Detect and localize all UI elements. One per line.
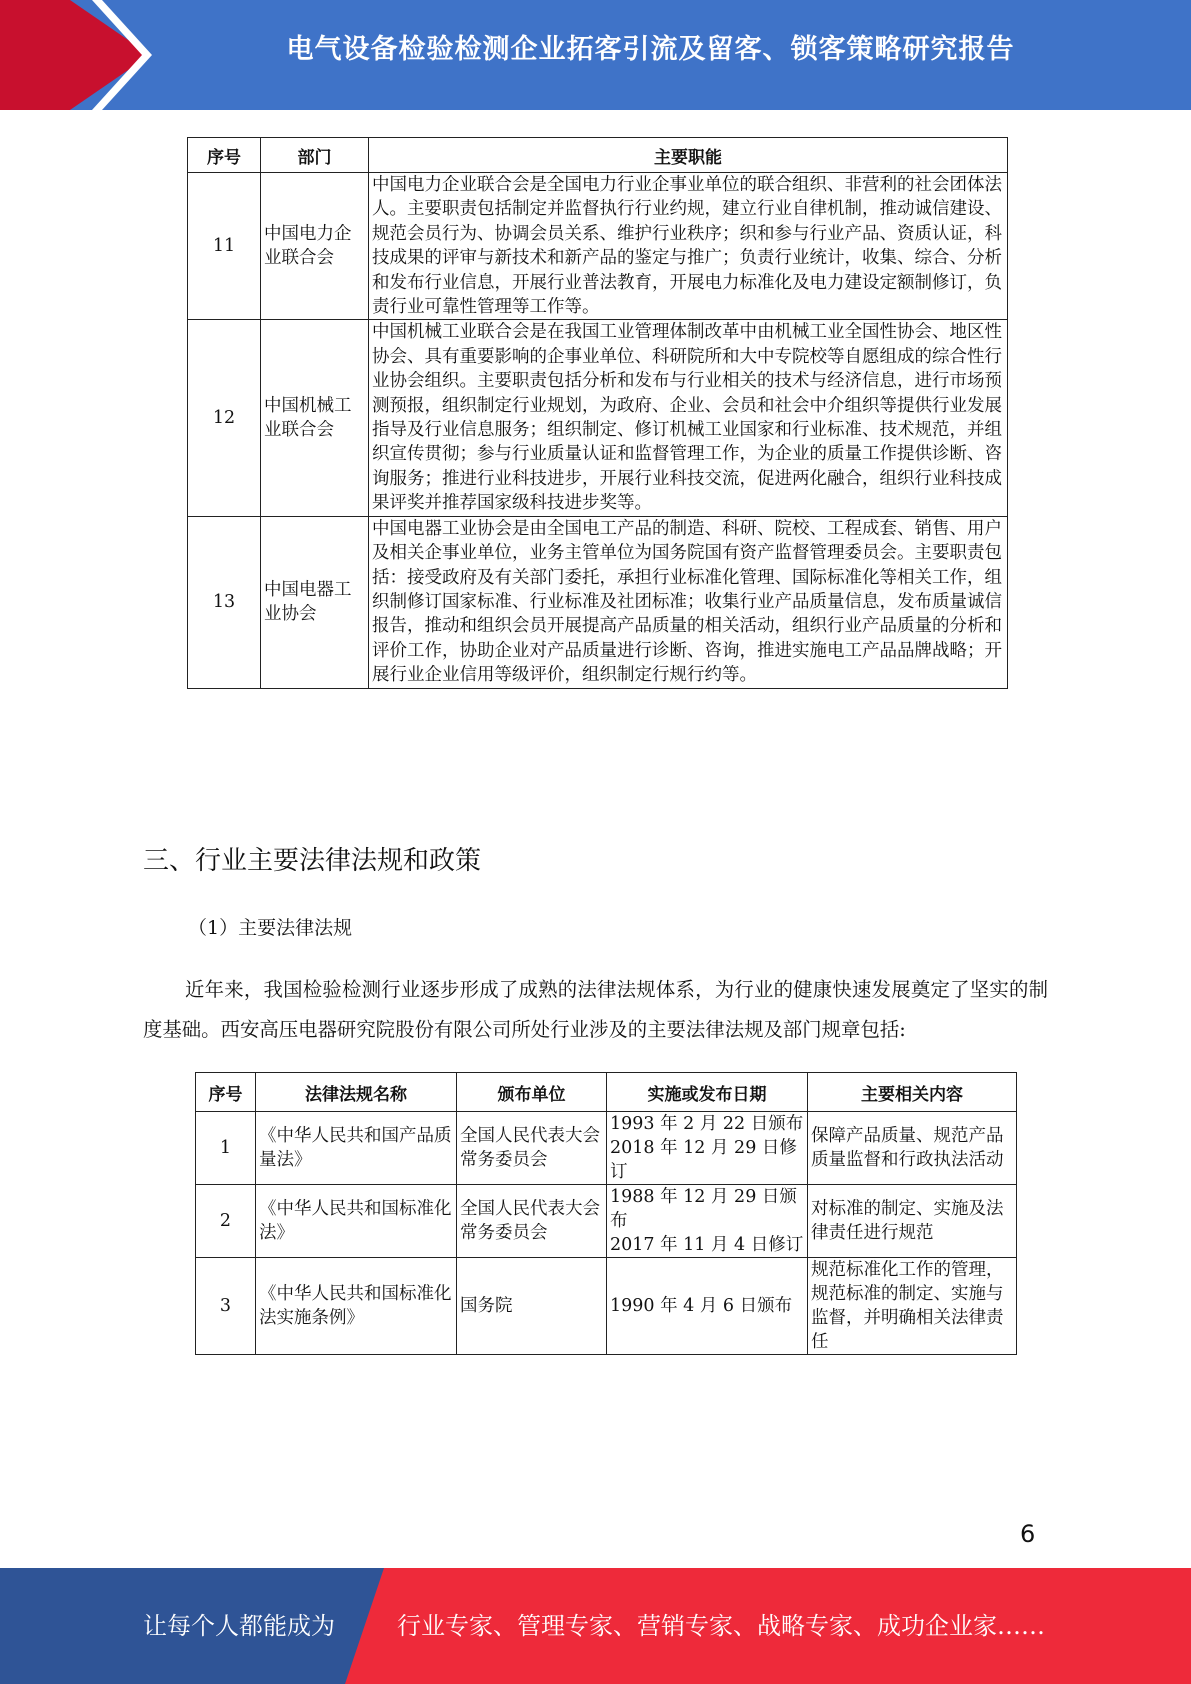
- sub-heading: （1）主要法律法规: [188, 917, 353, 939]
- law-content: 规范标准化工作的管理，规范标准的制定、实施与监督，并明确相关法律责任: [808, 1258, 1017, 1355]
- row-number: 3: [196, 1258, 256, 1355]
- department-table: [187, 137, 1008, 689]
- dates: [607, 1258, 808, 1355]
- column-header: 部门: [261, 138, 369, 173]
- revision-date: 2018 年 12 月 29 日修订: [610, 1138, 797, 1182]
- header-title: 电气设备检验检测企业拓客引流及留客、锁客策略研究报告: [286, 34, 1015, 65]
- department-duty: 中国机械工业联合会是在我国工业管理体制改革中由机械工业全国性协会、地区性协会、具有重要影响的企事业单位、科研院所和大中专院校等自愿组成的综合性行业协会组织。主要职责包括分析和发布与行业相关的技术与经济信息，进行市场预测预报，组织制定行业规划，为政府、企业、会员和社会中介组织等提供行业发展指导及行业信息服务；组织制定、修订机械工业国家和行业标准、技术规范，并组织宣传贯彻；参与行业质量认证和监督管理工作，为企业的质量工作提供诊断、咨询服务；推进行业科技进步，开展行业科技交流，促进两化融合，组织行业科技成果评奖并推荐国家级科技进步奖等。: [369, 320, 1008, 516]
- column-header: 实施或发布日期: [607, 1073, 808, 1112]
- department-duty: 中国电器工业协会是由全国电工产品的制造、科研、院校、工程成套、销售、用户及相关企事业单位，业务主管单位为国务院国有资产监督管理委员会。主要职责包括：接受政府及有关部门委托，承担行业标准化管理、国际标准化等相关工作，组织制修订国家标准、行业标准及社团标准；收集行业产品质量信息，发布质量诚信报告，推动和组织会员开展提高产品质量的相关活动，组织行业产品质量的分析和评价工作，协助企业对产品质量进行诊断、咨询，推进实施电工产品品牌战略；开展行业企业信用等级评价，组织制定行规行约等。: [369, 516, 1008, 688]
- table-row: [188, 173, 1008, 320]
- table-row: [188, 516, 1008, 688]
- department-name: 中国机械工业联合会: [261, 320, 369, 516]
- issuer: 全国人民代表大会常务委员会: [457, 1185, 607, 1258]
- issue-date: 1993 年 2 月 22 日颁布: [610, 1114, 804, 1134]
- issue-date: 1990 年 4 月 6 日颁布: [610, 1296, 793, 1316]
- row-number: 11: [188, 173, 261, 320]
- revision-date: 2017 年 11 月 4 日修订: [610, 1235, 804, 1255]
- table-row: [196, 1258, 1017, 1355]
- department-name: 中国电力企业联合会: [261, 173, 369, 320]
- footer-slogan-right: 行业专家、管理专家、营销专家、战略专家、成功企业家……: [397, 1612, 1045, 1640]
- law-content: 保障产品质量、规范产品质量监督和行政执法活动: [808, 1112, 1017, 1185]
- header-red-arrow: [0, 0, 150, 110]
- column-header: 主要相关内容: [808, 1073, 1017, 1112]
- department-name: 中国电器工业协会: [261, 516, 369, 688]
- header-banner: [0, 0, 1191, 110]
- row-number: 2: [196, 1185, 256, 1258]
- body-paragraph: 近年来，我国检验检测行业逐步形成了成熟的法律法规体系，为行业的健康快速发展奠定了坚实的制度基础。西安高压电器研究院股份有限公司所处行业涉及的主要法律法规及部门规章包括:: [143, 978, 1048, 1041]
- table-row: [196, 1185, 1017, 1258]
- column-header: 主要职能: [369, 138, 1008, 173]
- column-header: 颁布单位: [457, 1073, 607, 1112]
- row-number: 12: [188, 320, 261, 516]
- dates: [607, 1112, 808, 1185]
- section-heading: 三、行业主要法律法规和政策: [143, 846, 482, 876]
- dates: [607, 1185, 808, 1258]
- laws-table: [195, 1072, 1017, 1355]
- issuer: 全国人民代表大会常务委员会: [457, 1112, 607, 1185]
- column-header: 序号: [188, 138, 261, 173]
- department-duty: 中国电力企业联合会是全国电力行业企事业单位的联合组织、非营利的社会团体法人。主要职责包括制定并监督执行行业约规，建立行业自律机制，推动诚信建设、规范会员行为、协调会员关系、维护行业秩序；织和参与行业产品、资质认证，科技成果的评审与新技术和新产品的鉴定与推广；负责行业统计，收集、综合、分析和发布行业信息，开展行业普法教育，开展电力标准化及电力建设定额制修订，负责行业可靠性管理等工作等。: [369, 173, 1008, 320]
- law-name: 《中华人民共和国标准化法实施条例》: [256, 1258, 457, 1355]
- law-name: 《中华人民共和国产品质量法》: [256, 1112, 457, 1185]
- table-header-row: [188, 138, 1008, 173]
- law-name: 《中华人民共和国标准化法》: [256, 1185, 457, 1258]
- row-number: 13: [188, 516, 261, 688]
- column-header: 法律法规名称: [256, 1073, 457, 1112]
- table-row: [188, 320, 1008, 516]
- column-header: 序号: [196, 1073, 256, 1112]
- issue-date: 1988 年 12 月 29 日颁布: [610, 1187, 797, 1231]
- table-row: [196, 1112, 1017, 1185]
- table-header-row: [196, 1073, 1017, 1112]
- issuer: 国务院: [457, 1258, 607, 1355]
- footer-slogan-left: 让每个人都能成为: [143, 1612, 335, 1640]
- law-content: 对标准的制定、实施及法律责任进行规范: [808, 1185, 1017, 1258]
- row-number: 1: [196, 1112, 256, 1185]
- footer-banner: [0, 1568, 1191, 1684]
- page-number: 6: [1020, 1520, 1036, 1548]
